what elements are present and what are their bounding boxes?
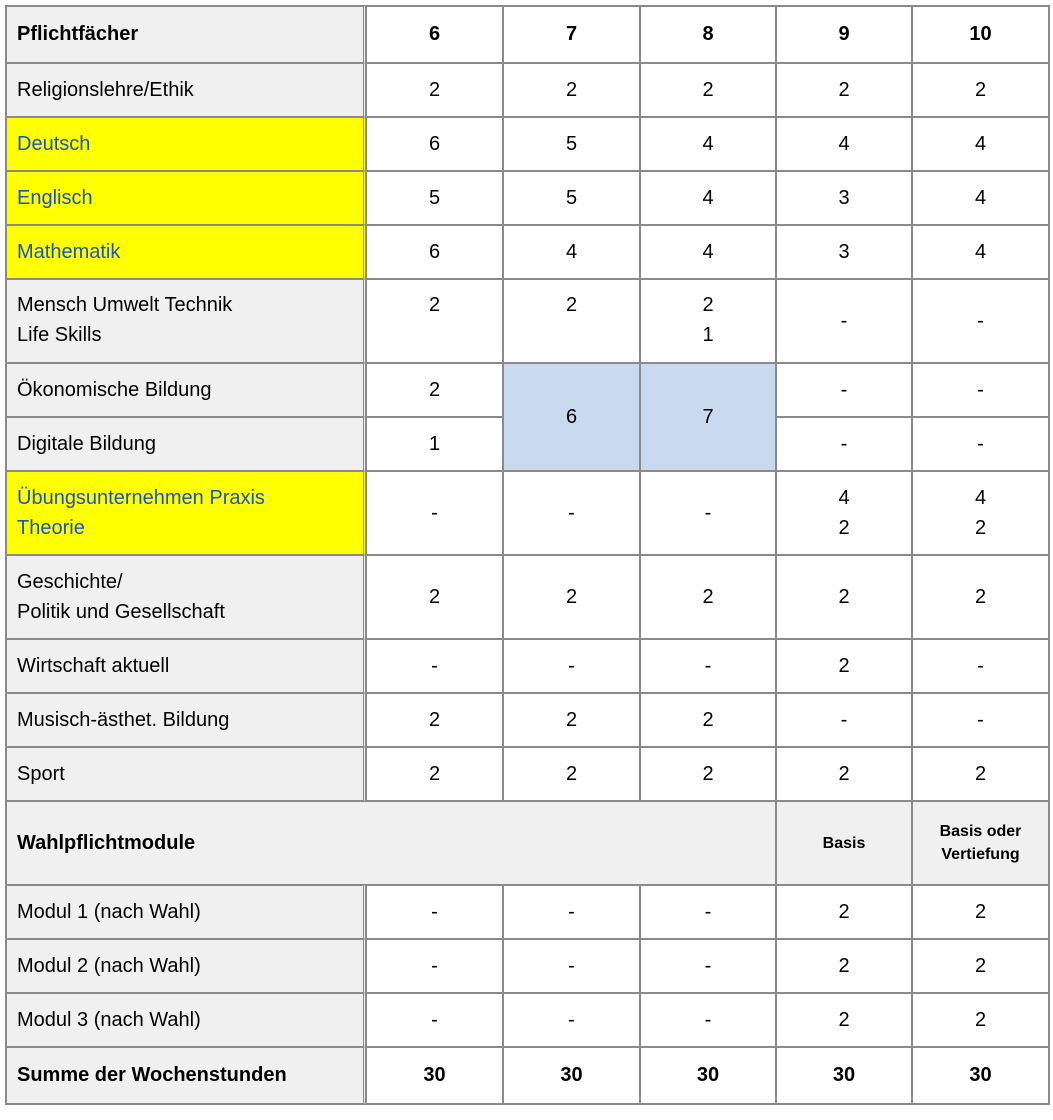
hours-cell: 5 [503, 171, 640, 225]
hours-cell: - [640, 885, 776, 939]
hours-cell: - [366, 993, 503, 1047]
hours-cell: 2 [912, 939, 1049, 993]
hours-cell: 2 [366, 279, 503, 363]
hours-cell: - [503, 639, 640, 693]
table-row [6, 693, 1049, 747]
hours-cell: 2 [366, 747, 503, 801]
subject-label: Wirtschaft aktuell [6, 639, 366, 693]
hours-cell: 2 [366, 693, 503, 747]
hours-cell: 5 [503, 117, 640, 171]
hours-cell: - [912, 279, 1049, 363]
module-row [6, 993, 1049, 1047]
hours-cell: 2 [912, 993, 1049, 1047]
hours-cell: 2 [640, 63, 776, 117]
hours-cell: 2 [912, 63, 1049, 117]
hours-cell: 2 [776, 555, 912, 639]
table-row [6, 279, 1049, 363]
subject-label: Geschichte/ Politik und Gesellschaft [6, 555, 366, 639]
table-row [6, 117, 1049, 171]
hours-cell: - [776, 693, 912, 747]
table-row [6, 555, 1049, 639]
hours-cell: 2 1 [640, 279, 776, 363]
hours-cell: - [776, 279, 912, 363]
hours-cell: 2 [776, 993, 912, 1047]
hours-cell: 4 [912, 171, 1049, 225]
hours-cell: 4 2 [912, 471, 1049, 555]
hours-cell: 2 [503, 279, 640, 363]
header-label: Pflichtfächer [6, 6, 366, 63]
hours-cell: 2 [912, 885, 1049, 939]
hours-cell: 2 [503, 693, 640, 747]
module-label: Modul 1 (nach Wahl) [6, 885, 366, 939]
hours-cell: 2 [912, 747, 1049, 801]
hours-cell: 4 [912, 225, 1049, 279]
hours-cell: - [366, 639, 503, 693]
total-cell: 30 [776, 1047, 912, 1104]
subject-label: Religionslehre/Ethik [6, 63, 366, 117]
grade-header: 10 [912, 6, 1049, 63]
hours-cell: 2 [776, 63, 912, 117]
hours-cell: 4 [640, 117, 776, 171]
module-row [6, 939, 1049, 993]
hours-cell: - [912, 363, 1049, 417]
hours-cell: - [640, 471, 776, 555]
grade-header: 9 [776, 6, 912, 63]
hours-cell: - [503, 471, 640, 555]
hours-cell: - [640, 639, 776, 693]
hours-cell: - [503, 885, 640, 939]
hours-cell: 2 [776, 939, 912, 993]
hours-cell: 2 [776, 639, 912, 693]
total-cell: 30 [912, 1047, 1049, 1104]
hours-cell: - [503, 993, 640, 1047]
grade-header: 8 [640, 6, 776, 63]
table-row [6, 171, 1049, 225]
hours-cell: 2 [503, 555, 640, 639]
hours-cell: 2 [776, 885, 912, 939]
subject-label-highlighted: Deutsch [6, 117, 366, 171]
hours-cell: 5 [366, 171, 503, 225]
hours-cell: - [912, 693, 1049, 747]
table-row [6, 639, 1049, 693]
hours-cell: 4 [503, 225, 640, 279]
hours-cell: - [776, 417, 912, 471]
hours-cell: 1 [366, 417, 503, 471]
module-label: Modul 2 (nach Wahl) [6, 939, 366, 993]
hours-cell: 4 [912, 117, 1049, 171]
hours-cell: 4 [776, 117, 912, 171]
hours-cell: - [503, 939, 640, 993]
timetable-wrapper [5, 5, 1050, 1105]
total-cell: 30 [366, 1047, 503, 1104]
hours-cell: 4 2 [776, 471, 912, 555]
hours-cell: 2 [503, 63, 640, 117]
hours-cell: 2 [640, 693, 776, 747]
total-label: Summe der Wochenstunden [6, 1047, 366, 1104]
subject-hours-table [5, 5, 1050, 1105]
wahl-col-10: Basis oder Vertiefung [912, 801, 1049, 885]
hours-cell: - [776, 363, 912, 417]
hours-cell: - [366, 471, 503, 555]
table-row [6, 225, 1049, 279]
hours-cell: 4 [640, 225, 776, 279]
merged-hours-cell: 6 [503, 363, 640, 471]
wahlpflicht-label: Wahlpflichtmodule [6, 801, 776, 885]
total-cell: 30 [503, 1047, 640, 1104]
subject-label: Musisch-ästhet. Bildung [6, 693, 366, 747]
subject-label-highlighted: Mathematik [6, 225, 366, 279]
hours-cell: - [640, 939, 776, 993]
subject-label: Digitale Bildung [6, 417, 366, 471]
merged-hours-cell: 7 [640, 363, 776, 471]
hours-cell: - [912, 639, 1049, 693]
subject-label: Mensch Umwelt Technik Life Skills [6, 279, 366, 363]
table-row [6, 471, 1049, 555]
table-row [6, 63, 1049, 117]
header-row [6, 6, 1049, 63]
hours-cell: 2 [640, 747, 776, 801]
grade-header: 7 [503, 6, 640, 63]
hours-cell: 2 [640, 555, 776, 639]
hours-cell: 2 [366, 363, 503, 417]
hours-cell: 6 [366, 225, 503, 279]
wahlpflicht-header-row [6, 801, 1049, 885]
hours-cell: 6 [366, 117, 503, 171]
wahl-col-9: Basis [776, 801, 912, 885]
grade-header: 6 [366, 6, 503, 63]
subject-label-highlighted: Übungsunternehmen Praxis Theorie [6, 471, 366, 555]
hours-cell: 4 [640, 171, 776, 225]
module-row [6, 885, 1049, 939]
subject-label: Ökonomische Bildung [6, 363, 366, 417]
total-row [6, 1047, 1049, 1104]
subject-label: Sport [6, 747, 366, 801]
hours-cell: - [912, 417, 1049, 471]
hours-cell: 3 [776, 171, 912, 225]
hours-cell: 2 [366, 63, 503, 117]
total-cell: 30 [640, 1047, 776, 1104]
hours-cell: - [366, 939, 503, 993]
hours-cell: 3 [776, 225, 912, 279]
module-label: Modul 3 (nach Wahl) [6, 993, 366, 1047]
hours-cell: - [366, 885, 503, 939]
hours-cell: 2 [776, 747, 912, 801]
subject-label-highlighted: Englisch [6, 171, 366, 225]
table-row [6, 747, 1049, 801]
hours-cell: 2 [912, 555, 1049, 639]
table-row [6, 363, 1049, 417]
hours-cell: 2 [366, 555, 503, 639]
hours-cell: - [640, 993, 776, 1047]
hours-cell: 2 [503, 747, 640, 801]
